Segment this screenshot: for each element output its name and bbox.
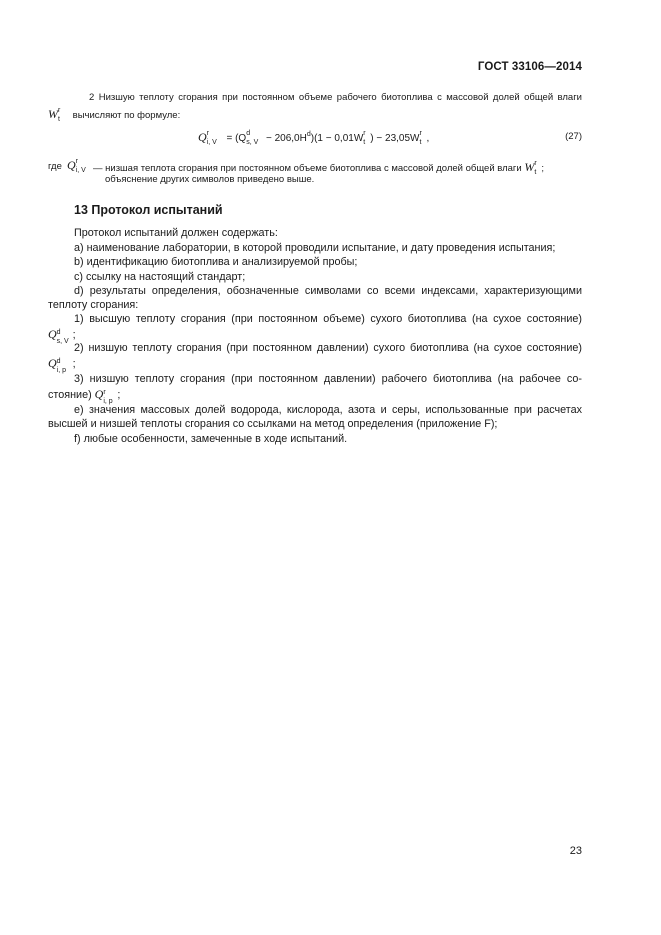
formula-part: = (Q	[226, 133, 247, 144]
item-b: b) идентификацию биотоплива и анализируемой пробы;	[74, 256, 358, 268]
item-a: a) наименование лаборатории, в которой проводили испытание, и дату проведения испытания;	[74, 242, 556, 254]
sub-2-symbol: Q d i, p ;	[48, 356, 76, 375]
sub-3-line2: стояние) Q r i, p ;	[48, 387, 121, 406]
where-line2: объяснение других символов приведено выше.	[105, 174, 315, 185]
where-symbol: Q r i, V	[67, 158, 86, 175]
item-c: c) ссылку на настоящий стандарт;	[74, 271, 246, 283]
sup-r: r	[58, 107, 61, 115]
protocol-intro: Протокол испытаний должен содержать:	[74, 227, 278, 239]
item-d-line1: d) результаты определения, обозначенные символами со всеми индексами, характеризующими	[74, 285, 582, 297]
sub-1-line1: 1) высшую теплоту сгорания (при постоянном объеме) сухого биотоплива (на сухое состояние)	[74, 313, 582, 325]
formula-Q: Q	[198, 130, 207, 144]
sub-2-line1: 2) низшую теплоту сгорания (при постоянном давлении) сухого биотоплива (на сухое состояние)	[74, 342, 582, 354]
formula-number: (27)	[565, 131, 582, 142]
note-2-text: вычисляют по формуле:	[72, 110, 181, 121]
item-e-line1: e) значения массовых долей водорода, кислорода, азота и серы, использованные при расчетах	[74, 404, 582, 416]
where-label: где	[48, 161, 62, 172]
page-number: 23	[569, 845, 582, 857]
section-13-title: 13 Протокол испытаний	[74, 203, 223, 217]
where-definition: — низшая теплота сгорания при постоянном объеме биотоплива с массовой долей общей влаги W r t ;	[93, 160, 544, 177]
item-d-line2: теплоту сгорания:	[48, 299, 139, 311]
note-2-line2	[48, 108, 180, 122]
sub-t: t	[58, 116, 60, 124]
formula-27: Q r i, V = (Q d s, V − $206,0H^d)(1 - 0,01W$ r t ) − 23,05W r t ,	[198, 130, 430, 147]
document-header: ГОСТ 33106—2014	[477, 61, 582, 73]
sub-3-line1: 3) низшую теплоту сгорания (при постоянном давлении) рабочего биотоплива (на рабочее со-	[74, 373, 582, 385]
var-W: W	[48, 107, 58, 121]
item-f: f) любые особенности, замеченные в ходе испытаний.	[74, 433, 348, 445]
item-e-line2: высшей и низшей теплоты сгорания со ссылками на метод определения (приложение F);	[48, 418, 498, 430]
formula-part: ) − 23,05W	[370, 133, 420, 144]
formula-part: )(1 − 0,01W	[310, 133, 364, 144]
formula-part: − 206,0H	[265, 133, 307, 144]
note-2-line1: 2 Низшую теплоту сгорания при постоянном объеме рабочего биотоплива с массовой долей общей влаги	[89, 92, 582, 103]
sub-1-symbol: Q d s, V ;	[48, 327, 76, 346]
